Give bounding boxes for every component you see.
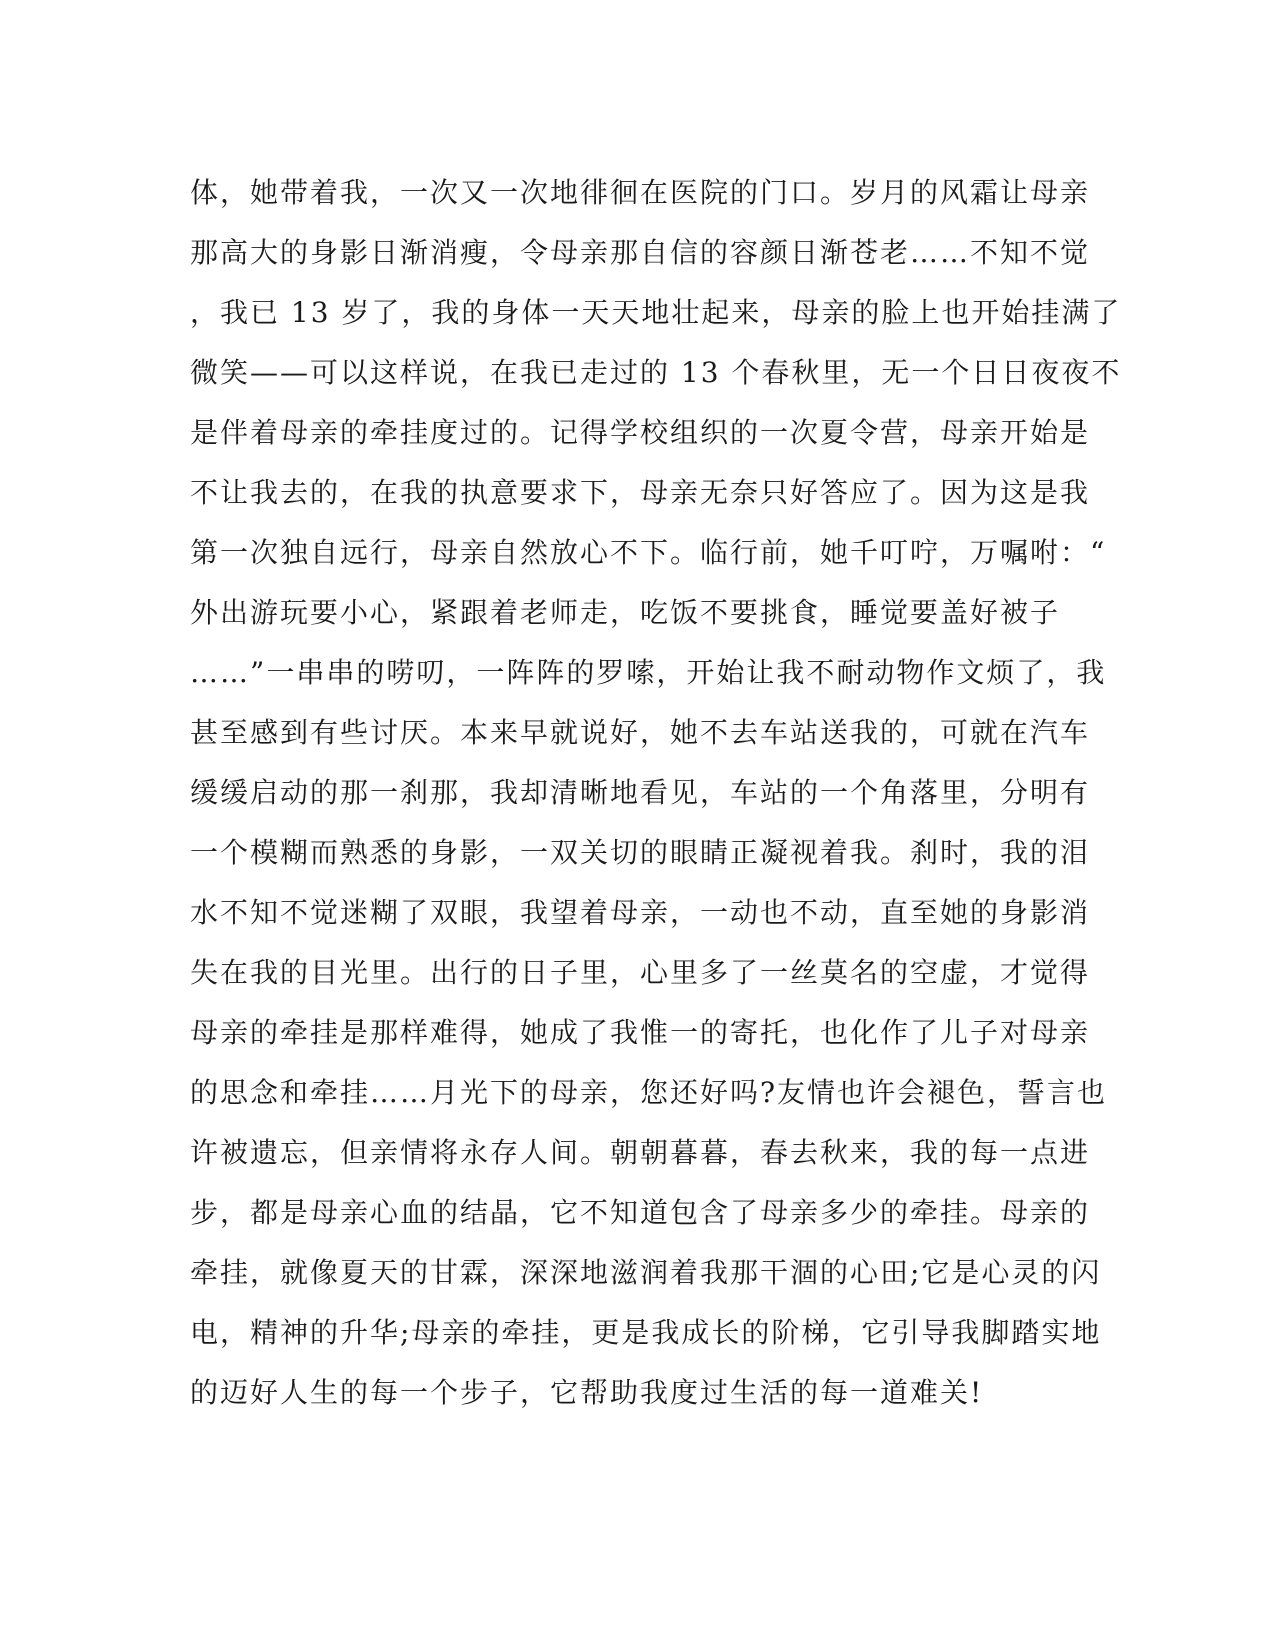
text-line: 牵挂，就像夏天的甘霖，深深地滋润着我那干涸的心田;它是心灵的闪 bbox=[190, 1256, 1102, 1289]
text-line: 体，她带着我，一次又一次地徘徊在医院的门口。岁月的风霜让母亲 bbox=[190, 176, 1091, 209]
text-line: 甚至感到有些讨厌。本来早就说好，她不去车站送我的，可就在汽车 bbox=[190, 716, 1091, 749]
text-line: 第一次独自远行，母亲自然放心不下。临行前，她千叮咛，万嘱咐：“ bbox=[190, 536, 1107, 569]
text-line: 缓缓启动的那一刹那，我却清晰地看见，车站的一个角落里，分明有 bbox=[190, 776, 1091, 809]
text-line: ，我已 13 岁了，我的身体一天天地壮起来，母亲的脸上也开始挂满了 bbox=[190, 296, 1122, 329]
text-line: 水不知不觉迷糊了双眼，我望着母亲，一动也不动，直至她的身影消 bbox=[190, 896, 1091, 929]
text-line: 母亲的牵挂是那样难得，她成了我惟一的寄托，也化作了儿子对母亲 bbox=[190, 1016, 1091, 1049]
essay-text-block bbox=[190, 163, 1122, 1423]
text-line: 微笑——可以这样说，在我已走过的 13 个春秋里，无一个日日夜夜不 bbox=[190, 356, 1122, 389]
text-line: 不让我去的，在我的执意要求下，母亲无奈只好答应了。因为这是我 bbox=[190, 476, 1091, 509]
text-line: 那高大的身影日渐消瘦，令母亲那自信的容颜日渐苍老……不知不觉 bbox=[190, 236, 1091, 269]
text-line: 的迈好人生的每一个步子，它帮助我度过生活的每一道难关! bbox=[190, 1376, 984, 1409]
text-line: 外出游玩要小心，紧跟着老师走，吃饭不要挑食，睡觉要盖好被子 bbox=[190, 596, 1061, 629]
text-line: 步，都是母亲心血的结晶，它不知道包含了母亲多少的牵挂。母亲的 bbox=[190, 1196, 1091, 1229]
text-line: 一个模糊而熟悉的身影，一双关切的眼睛正凝视着我。刹时，我的泪 bbox=[190, 836, 1091, 869]
text-line: 许被遗忘，但亲情将永存人间。朝朝暮暮，春去秋来，我的每一点进 bbox=[190, 1136, 1091, 1169]
text-line: 电，精神的升华;母亲的牵挂，更是我成长的阶梯，它引导我脚踏实地 bbox=[190, 1316, 1102, 1349]
text-line: 失在我的目光里。出行的日子里，心里多了一丝莫名的空虚，才觉得 bbox=[190, 956, 1091, 989]
text-line: 的思念和牵挂……月光下的母亲，您还好吗?友情也许会褪色，誓言也 bbox=[190, 1076, 1108, 1109]
text-line: 是伴着母亲的牵挂度过的。记得学校组织的一次夏令营，母亲开始是 bbox=[190, 416, 1091, 449]
text-line: ……”一串串的唠叨，一阵阵的罗嗦，开始让我不耐动物作文烦了，我 bbox=[190, 656, 1107, 689]
